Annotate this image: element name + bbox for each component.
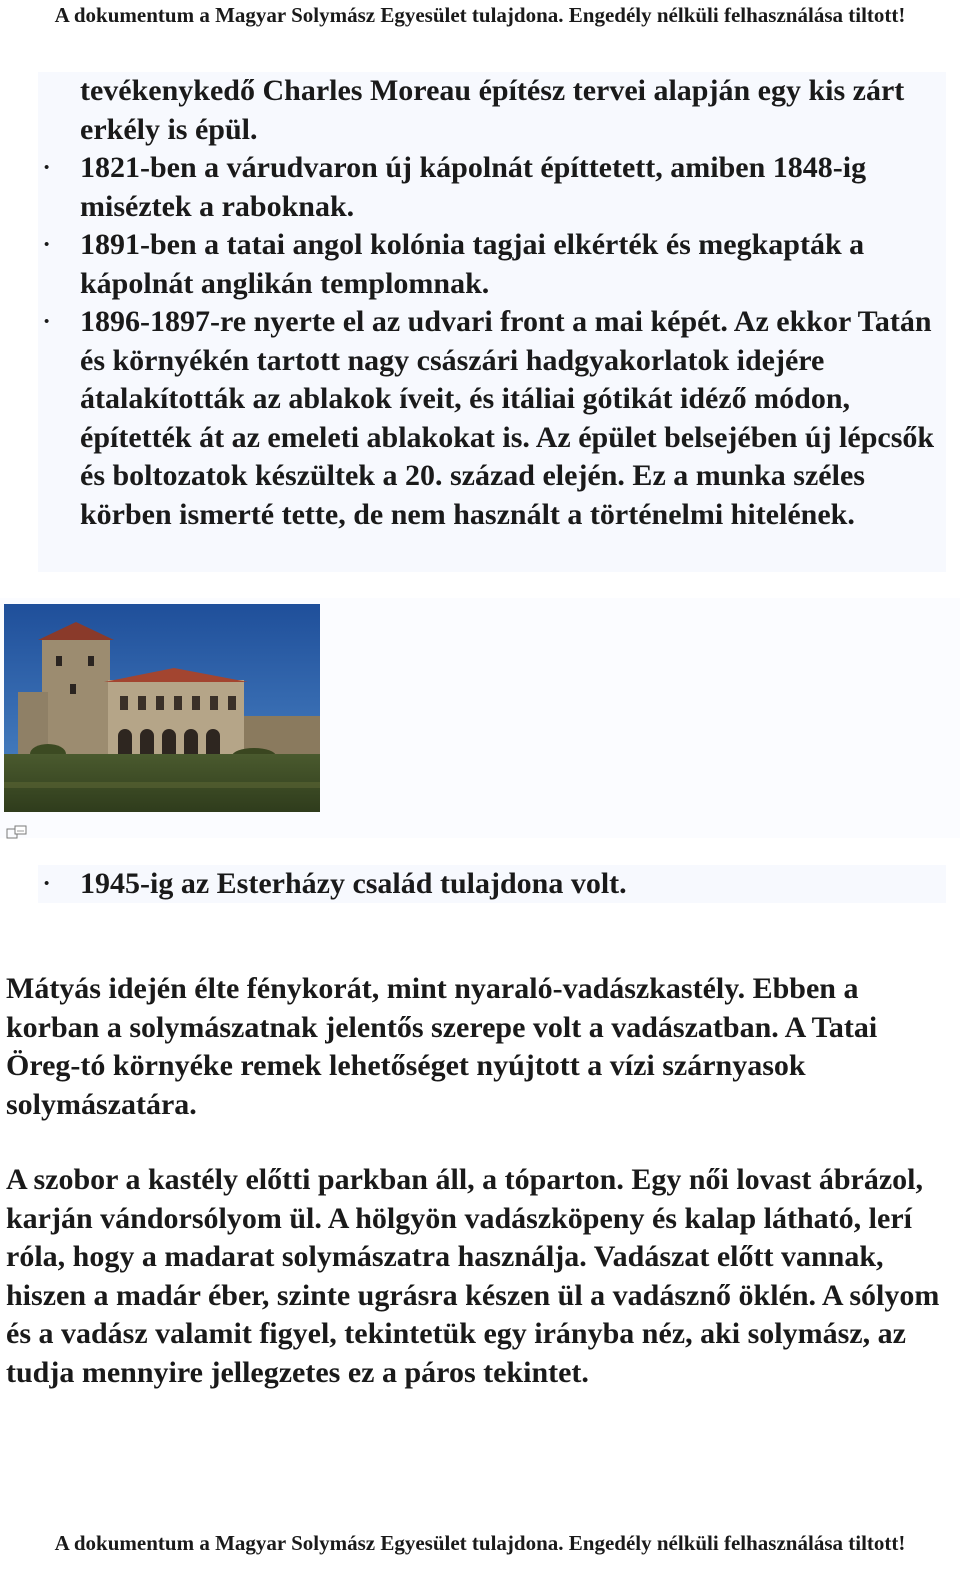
bullet-icon: •: [44, 876, 50, 892]
watermark-header: A dokumentum a Magyar Solymász Egyesület tulajdona. Engedély nélküli felhasználása tiltott!: [54, 3, 906, 27]
bullet-icon: •: [44, 237, 50, 253]
image-placeholder-icon: [6, 825, 28, 839]
list-item-continuation: [38, 72, 946, 149]
paragraph-matyas: Mátyás idején élte fénykorát, mint nyaraló-vadászkastély. Ebben a korban a solymászatnak jelentős szerepe volt a vadászatban. A Tatai Öreg-tó környéke remek lehetőséget nyújtott a vízi szárnyasok solymászatára.: [6, 972, 878, 1121]
list-item: [38, 226, 946, 303]
history-list-block: [38, 72, 946, 572]
list-item-text: 1945-ig az Esterházy család tulajdona volt.: [80, 867, 627, 900]
paragraph-statue: A szobor a kastély előtti parkban áll, a tóparton. Egy női lovast ábrázol, karján vándorsólyom ül. A hölgyön vadászköpeny és kalap látható, lerí róla, hogy a madarat solymászatra használja. Vadászat előtt vannak, hiszen a madár éber, szinte ugrásra készen ül a vadásznő öklén. A sólyom és a vadász valamit figyel, tekintetük egy irányba néz, aki solymász, az tudja mennyire jellegzetes ez a páros tekintet.: [6, 1163, 940, 1389]
bullet-icon: •: [44, 160, 50, 176]
bullet-icon: •: [44, 314, 50, 330]
ownership-list: [38, 865, 946, 904]
history-list: [38, 72, 946, 534]
list-item-text: 1821-ben a várudvaron új kápolnát építtetett, amiben 1848-ig miséztek a raboknak.: [80, 151, 867, 223]
ownership-list-block: [38, 865, 946, 903]
list-item-text: 1896-1897-re nyerte el az udvari front a mai képét. Az ekkor Tatán és környékén tartott nagy császári hadgyakorlatok idejére átalakították az ablakok íveit, és itáliai gótikát idéző módon, építették át az emeleti ablakokat is. Az épület belsejében új lépcsők és boltozatok készültek a 20. század elején. Ez a munka széles körben ismerté tette, de nem használt a történelmi hitelének.: [80, 305, 935, 531]
list-item: [38, 865, 946, 904]
list-item-text: tevékenykedő Charles Moreau építész tervei alapján egy kis zárt erkély is épül.: [80, 74, 905, 146]
list-item: [38, 149, 946, 226]
watermark-footer: A dokumentum a Magyar Solymász Egyesület tulajdona. Engedély nélküli felhasználása tiltott!: [54, 1531, 906, 1555]
list-item-text: 1891-ben a tatai angol kolónia tagjai elkérték és megkapták a kápolnát anglikán templomnak.: [80, 228, 865, 300]
list-item: [38, 303, 946, 534]
castle-photo: [4, 604, 320, 812]
